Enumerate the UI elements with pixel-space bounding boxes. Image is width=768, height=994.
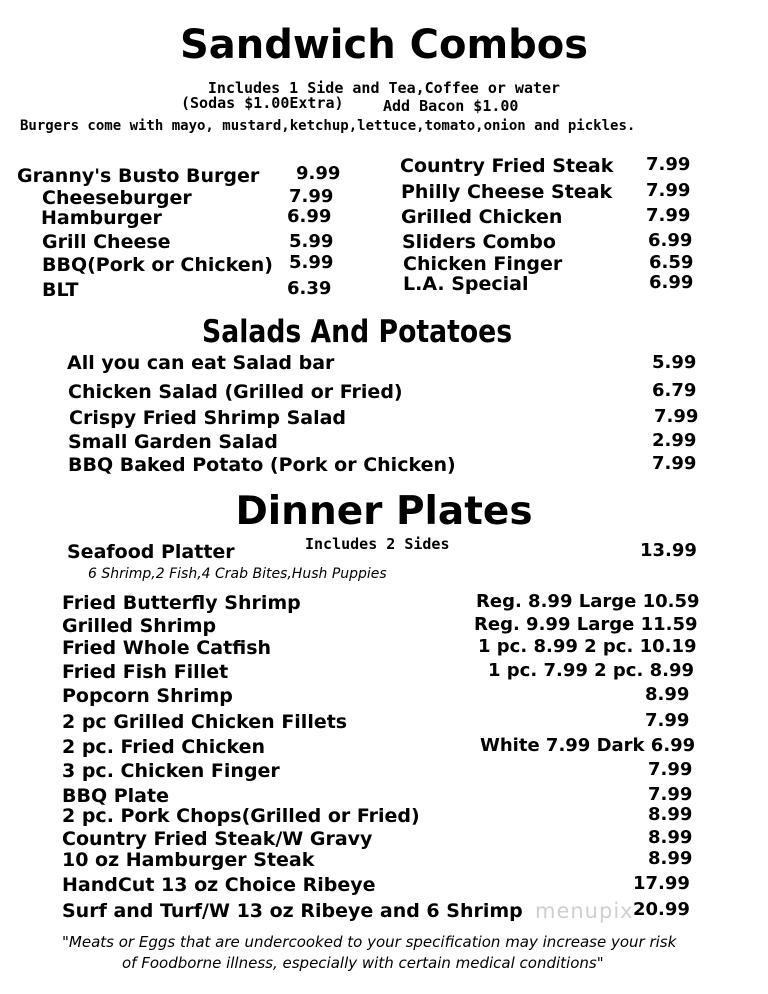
dinner-item-name: 2 pc. Fried Chicken (62, 736, 266, 758)
sandwich-left-item-price: 6.99 (287, 206, 332, 227)
dinner-item-name: Fried Butterfly Shrimp (62, 592, 301, 614)
sandwich-left-item-name: BLT (42, 279, 79, 301)
sandwich-note-sodas: (Sodas $1.00Extra) (181, 94, 344, 112)
sandwich-left-item-name: Grill Cheese (42, 231, 171, 253)
dinner-item-name: Popcorn Shrimp (62, 685, 233, 707)
dinner-item-name: BBQ Plate (62, 785, 169, 807)
sandwich-right-item-name: Philly Cheese Steak (401, 181, 613, 203)
dinner-item-price: 8.99 (648, 804, 693, 825)
sandwich-note-burgers: Burgers come with mayo, mustard,ketchup,lettuce,tomato,onion and pickles. (20, 118, 636, 134)
dinner-item-price: Reg. 9.99 Large 11.59 (474, 614, 698, 635)
salads-item-price: 6.79 (652, 380, 697, 401)
dinner-item-name: Fried Whole Catfish (62, 637, 272, 659)
sandwich-right-item-price: 6.59 (649, 252, 694, 273)
dinner-item-name: 10 oz Hamburger Steak (62, 849, 315, 871)
sandwich-right-item-price: 6.99 (648, 230, 693, 251)
salads-item-name: Chicken Salad (Grilled or Fried) (68, 381, 403, 403)
dinner-item-price: Reg. 8.99 Large 10.59 (476, 591, 700, 612)
dinner-item-name: Surf and Turf/W 13 oz Ribeye and 6 Shrimp (62, 900, 523, 922)
dinner-item-name: 2 pc. Pork Chops(Grilled or Fried) (62, 805, 420, 827)
dinner-item-name: Country Fried Steak/W Gravy (62, 828, 373, 850)
dinner-item-name: HandCut 13 oz Choice Ribeye (62, 874, 376, 896)
sandwich-left-item-name: Hamburger (41, 207, 162, 229)
dinner-item-price: 8.99 (645, 684, 690, 705)
sandwich-right-item-name: Chicken Finger (403, 253, 563, 275)
salads-item-price: 7.99 (654, 406, 699, 427)
sandwich-left-item-price: 7.99 (289, 186, 334, 207)
dinner-subtitle: Includes 2 Sides (305, 535, 450, 553)
sandwich-left-item-price: 6.39 (287, 278, 332, 299)
seafood-platter-description: 6 Shrimp,2 Fish,4 Crab Bites,Hush Puppies (88, 566, 387, 582)
dinner-item-price: 8.99 (648, 848, 693, 869)
dinner-title: Dinner Plates (235, 489, 533, 534)
sandwich-right-item-name: L.A. Special (403, 273, 529, 295)
dinner-item-price: 1 pc. 7.99 2 pc. 8.99 (488, 660, 694, 681)
dinner-item-name: 2 pc Grilled Chicken Fillets (62, 711, 348, 733)
dinner-item-name: Grilled Shrimp (62, 615, 217, 637)
sandwich-note-sides: Includes 1 Side and Tea,Coffee or water (207, 79, 561, 97)
footer-disclaimer-line2: of Foodborne illness, especially with certain medical conditions" (122, 954, 604, 972)
dinner-item-price: 7.99 (648, 784, 693, 805)
salads-title: Salads And Potatoes (202, 314, 513, 350)
sandwich-left-item-price: 9.99 (296, 163, 341, 184)
sandwich-right-item-name: Country Fried Steak (400, 155, 614, 177)
sandwich-right-item-name: Sliders Combo (402, 231, 556, 253)
sandwich-left-item-price: 5.99 (289, 252, 334, 273)
dinner-item-price: 17.99 (633, 873, 690, 894)
sandwich-title: Sandwich Combos (179, 22, 589, 68)
sandwich-right-item-name: Grilled Chicken (401, 206, 563, 228)
dinner-item-name: Fried Fish Fillet (62, 661, 229, 683)
salads-item-name: Crispy Fried Shrimp Salad (69, 407, 347, 429)
sandwich-right-item-price: 6.99 (649, 272, 694, 293)
dinner-item-price: 7.99 (648, 759, 693, 780)
dinner-item-name: 3 pc. Chicken Finger (62, 760, 280, 782)
sandwich-left-item-price: 5.99 (289, 231, 334, 252)
salads-item-name: All you can eat Salad bar (67, 352, 335, 374)
watermark-logo: menupix (535, 899, 634, 923)
dinner-item-price: 7.99 (645, 710, 690, 731)
footer-disclaimer-line1: "Meats or Eggs that are undercooked to your specification may increase your risk (62, 933, 677, 951)
sandwich-right-item-price: 7.99 (646, 154, 691, 175)
salads-item-name: Small Garden Salad (68, 431, 278, 453)
salads-item-name: BBQ Baked Potato (Pork or Chicken) (68, 454, 456, 476)
salads-item-price: 5.99 (652, 352, 697, 373)
dinner-item-price: 1 pc. 8.99 2 pc. 10.19 (478, 636, 697, 657)
sandwich-note-bacon: Add Bacon $1.00 (383, 97, 519, 115)
seafood-platter-price: 13.99 (640, 540, 697, 561)
dinner-item-price: 8.99 (648, 827, 693, 848)
salads-item-price: 7.99 (652, 453, 697, 474)
dinner-item-price: 20.99 (633, 899, 690, 920)
seafood-platter-name: Seafood Platter (67, 541, 235, 563)
dinner-item-price: White 7.99 Dark 6.99 (480, 735, 696, 756)
sandwich-right-item-price: 7.99 (646, 180, 691, 201)
sandwich-left-item-name: Cheeseburger (42, 187, 192, 209)
sandwich-left-item-name: BBQ(Pork or Chicken) (42, 254, 273, 276)
salads-item-price: 2.99 (652, 430, 697, 451)
sandwich-right-item-price: 7.99 (646, 205, 691, 226)
sandwich-left-item-name: Granny's Busto Burger (17, 165, 260, 187)
